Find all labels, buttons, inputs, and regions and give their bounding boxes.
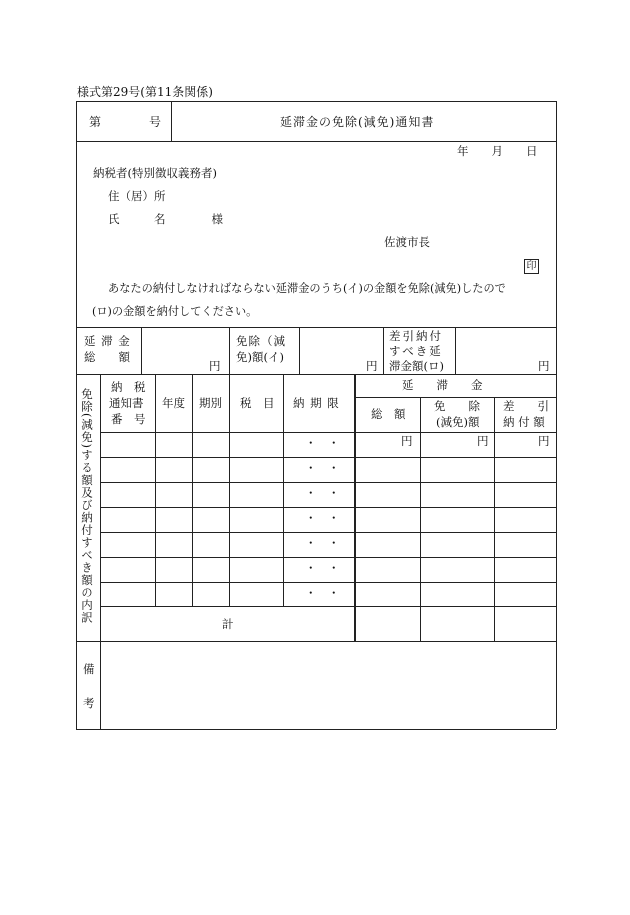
number-label: 第 号 (89, 115, 162, 129)
deadline-date-placeholder: ・ ・ (305, 436, 340, 450)
message-line-2: (ロ)の金額を納付してください。 (92, 305, 258, 318)
col-fiscal-year: 年度 (162, 396, 185, 410)
col-deadline: 納 期 限 (293, 396, 340, 410)
taxpayer-label: 納税者(特別徴収義務者) (93, 166, 217, 180)
col-period: 期別 (199, 396, 222, 410)
col-payable-amount: 差 引 (503, 399, 549, 413)
breakdown-side-label: 免除(減免)する額及び納付すべき額の内訳 (80, 388, 94, 624)
yen-unit: 円 (538, 359, 550, 373)
payable-arrears-label-2: すべき延 (389, 344, 443, 358)
deadline-date-placeholder: ・ ・ (305, 536, 340, 550)
remarks-label-2: 考 (83, 696, 95, 710)
col-notice-number: 納 税 (111, 380, 146, 394)
col-tax-item: 税 目 (240, 396, 275, 410)
date-line: 年 月 日 (457, 144, 538, 158)
remarks-label: 備 (83, 662, 95, 676)
issuer-name: 佐渡市長 (384, 235, 430, 249)
col-payable-amount-2: 納 付 額 (503, 415, 545, 429)
arrears-total-label: 延 滞 金 (84, 334, 131, 348)
arrears-total-label-2: 総 額 (84, 350, 130, 364)
yen-unit: 円 (477, 434, 489, 448)
message-line-1: あなたの納付しなければならない延滞金のうち(イ)の金額を免除(減免)したので (108, 282, 506, 295)
exempt-amount-label: 免除（減 (236, 334, 286, 348)
form-label: 様式第29号(第11条関係) (77, 85, 213, 99)
yen-unit: 円 (401, 434, 413, 448)
address-label: 住（居）所 (108, 189, 166, 203)
col-exempt-amount: 免 除 (434, 399, 480, 413)
yen-unit: 円 (366, 359, 378, 373)
payable-arrears-label-3: 滞金額(ロ) (389, 359, 444, 373)
deadline-date-placeholder: ・ ・ (305, 511, 340, 525)
yen-unit: 円 (538, 434, 550, 448)
col-arrears-total: 総 額 (371, 407, 406, 421)
deadline-date-placeholder: ・ ・ (305, 486, 340, 500)
deadline-date-placeholder: ・ ・ (305, 586, 340, 600)
exempt-amount-label-2: 免)額(イ) (236, 350, 284, 364)
col-exempt-amount-2: (減免)額 (436, 415, 480, 429)
seal-mark: 印 (524, 259, 539, 274)
col-notice-number-3: 番 号 (111, 412, 146, 426)
deadline-date-placeholder: ・ ・ (305, 461, 340, 475)
total-label: 計 (222, 617, 234, 631)
col-arrears-group: 延 滞 金 (402, 378, 483, 392)
name-label: 氏 名 様 (108, 212, 223, 226)
col-notice-number-2: 通知書 (109, 396, 144, 410)
form-title: 延滞金の免除(減免)通知書 (280, 115, 435, 129)
deadline-date-placeholder: ・ ・ (305, 561, 340, 575)
yen-unit: 円 (209, 359, 221, 373)
payable-arrears-label: 差引納付 (389, 329, 443, 343)
